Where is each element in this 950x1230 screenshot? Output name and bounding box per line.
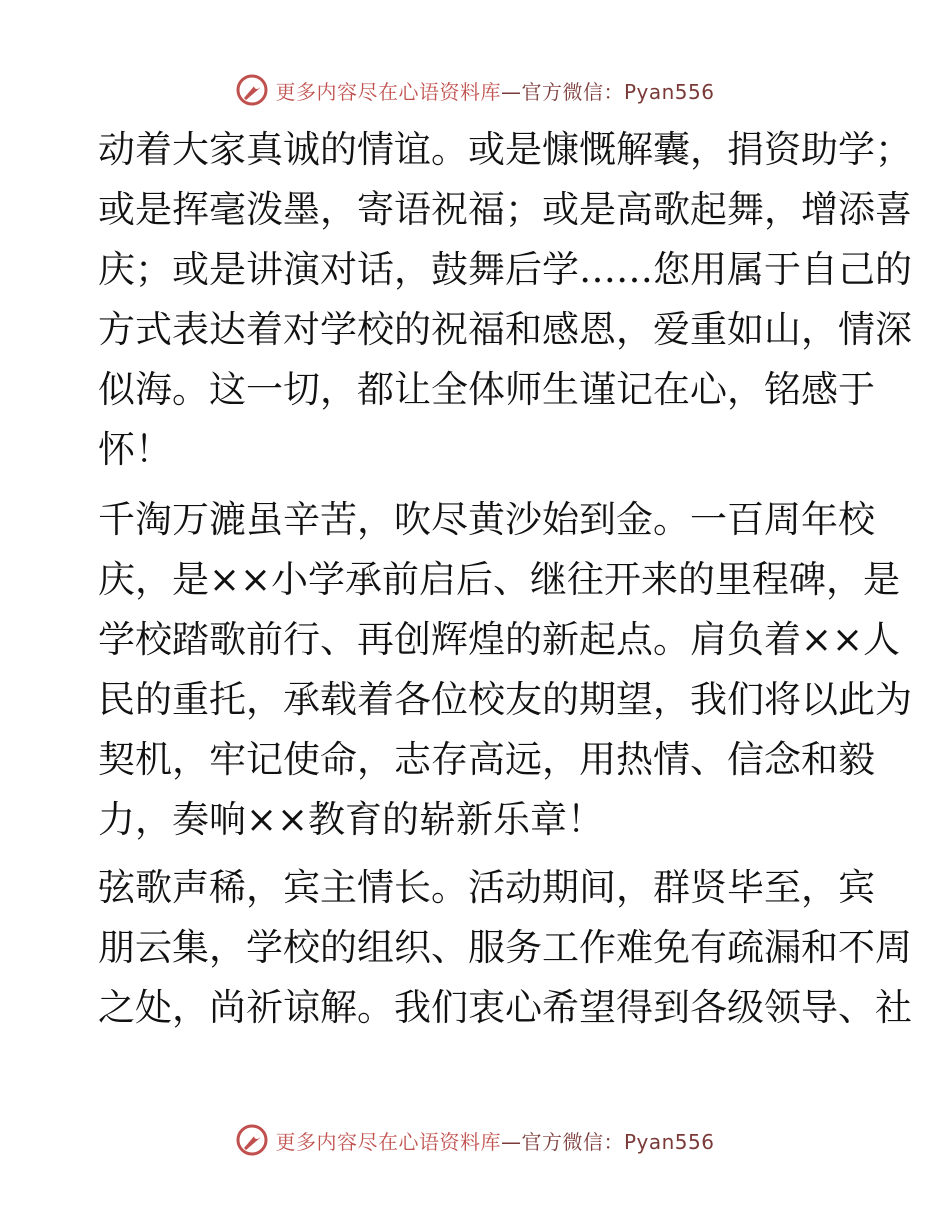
text-line: 动着大家真诚的情谊。或是慷慨解囊，捐资助学； (98, 128, 912, 171)
paragraph-3 (98, 858, 912, 1038)
paragraph-2 (98, 490, 912, 850)
watermark-text: 更多内容尽在心语资料库—官方微信：Pyan556 (275, 1129, 715, 1154)
paragraph-1 (98, 120, 912, 480)
text-line: 力，奏响××教育的崭新乐章！ (98, 798, 605, 841)
text-line: 庆，是××小学承前启后、继往开来的里程碑，是 (98, 558, 901, 601)
text-line: 或是挥毫泼墨，寄语祝福；或是高歌起舞，增添喜 (98, 188, 912, 231)
text-line: 怀！ (98, 428, 172, 471)
text-line: 民的重托，承载着各位校友的期望，我们将以此为 (98, 678, 912, 721)
text-line: 方式表达着对学校的祝福和感恩，爱重如山，情深 (98, 308, 912, 351)
watermark-text: 更多内容尽在心语资料库—官方微信：Pyan556 (275, 79, 715, 104)
text-line: 之处，尚祈谅解。我们衷心希望得到各级领导、社 (98, 986, 912, 1029)
text-line: 学校踏歌前行、再创辉煌的新起点。肩负着××人 (98, 618, 901, 661)
text-line: 契机，牢记使命，志存高远，用热情、信念和毅 (98, 738, 875, 781)
text-line: 千淘万漉虽辛苦，吹尽黄沙始到金。一百周年校 (98, 498, 875, 541)
text-line: 朋云集，学校的组织、服务工作难免有疏漏和不周 (98, 926, 912, 969)
text-line: 弦歌声稀，宾主情长。活动期间，群贤毕至，宾 (98, 866, 875, 909)
document-body (98, 120, 912, 1038)
text-line: 似海。这一切，都让全体师生谨记在心，铭感于 (98, 368, 875, 411)
pen-nib-logo-icon (235, 1123, 269, 1157)
pen-nib-logo-icon (235, 73, 269, 107)
footer-watermark (0, 1122, 950, 1158)
header-watermark (0, 72, 950, 108)
text-line: 庆；或是讲演对话，鼓舞后学……您用属于自己的 (98, 248, 912, 291)
